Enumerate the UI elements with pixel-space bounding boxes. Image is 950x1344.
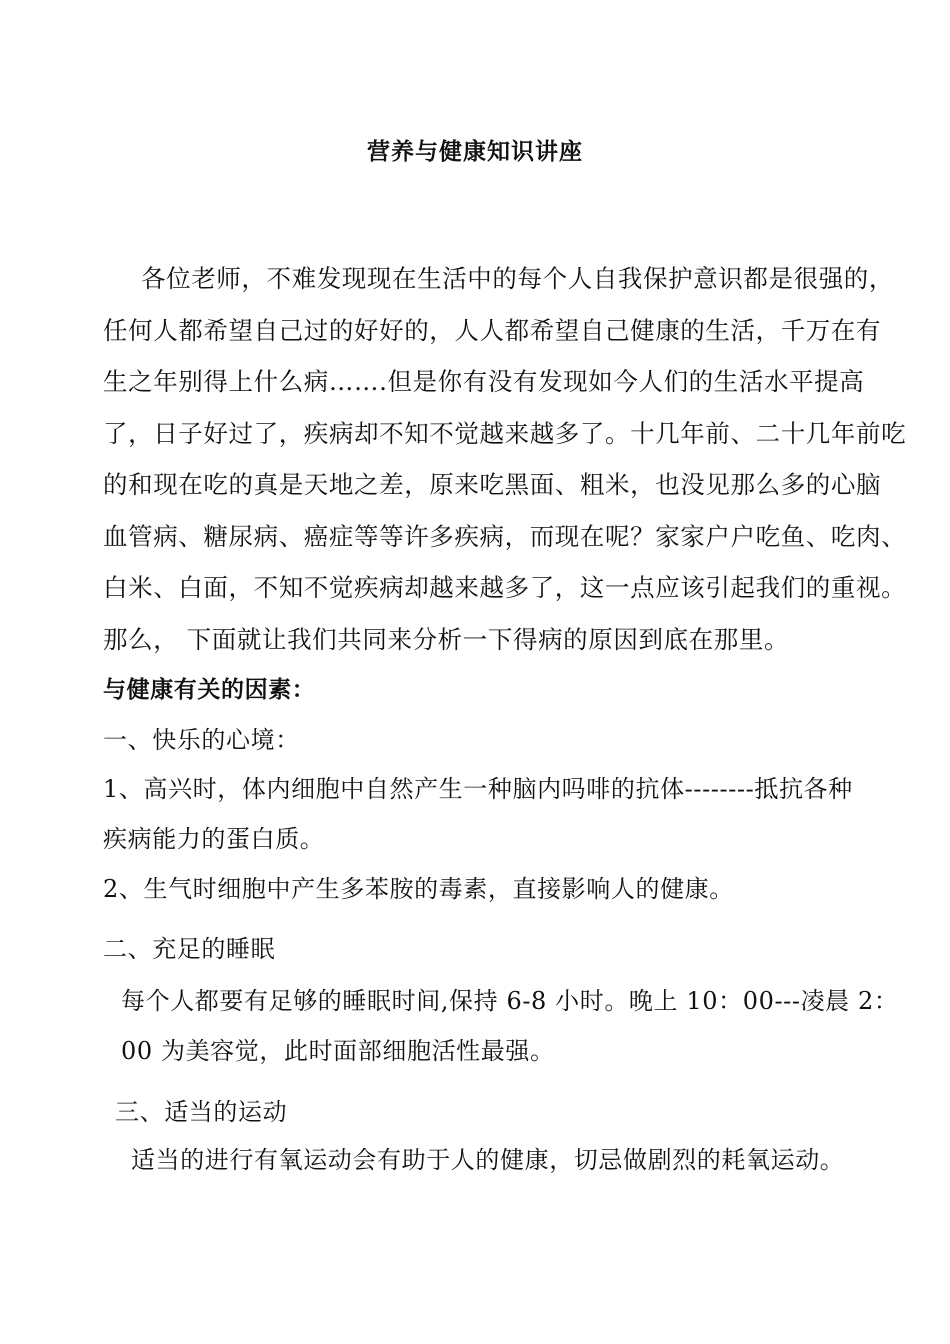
section-heading-sleep: 二、充足的睡眠 [103, 935, 276, 963]
mood-item-1-line-2: 疾病能力的蛋白质。 [103, 825, 325, 853]
exercise-text: 适当的进行有氧运动会有助于人的健康，切忌做剧烈的耗氧运动。 [131, 1146, 845, 1174]
intro-line: 白米、白面，不知不觉疾病却越来越多了，这一点应该引起我们的重视。 [103, 573, 907, 602]
mood-item-2: 2、生气时细胞中产生多苯胺的毒素，直接影响人的健康。 [103, 875, 734, 903]
mood-item-1-line-1: 1、高兴时，体内细胞中自然产生一种脑内吗啡的抗体--------抵抗各种 [103, 775, 853, 803]
intro-line: 的和现在吃的真是天地之差，原来吃黑面、粗米，也没见那么多的心脑 [103, 470, 882, 499]
intro-line: 各位老师，不难发现现在生活中的每个人自我保护意识都是很强的， [141, 264, 894, 293]
section-heading-mood: 一、快乐的心境： [103, 726, 300, 754]
intro-line: 生之年别得上什么病…….但是你有没有发现如今人们的生活水平提高 [103, 367, 865, 396]
sleep-text-line-1: 每个人都要有足够的睡眠时间,保持 6-8 小时。晚上 10：00---凌晨 2： [121, 987, 899, 1015]
intro-line: 了，日子好过了，疾病却不知不觉越来越多了。十几年前、二十几年前吃 [103, 418, 907, 448]
sleep-text-line-2: 00 为美容觉，此时面部细胞活性最强。 [121, 1037, 555, 1065]
intro-line: 血管病、糖尿病、癌症等等许多疾病，而现在呢？家家户户吃鱼、吃肉、 [103, 521, 907, 551]
intro-line: 那么， 下面就让我们共同来分析一下得病的原因到底在那里。 [103, 624, 790, 654]
intro-line: 任何人都希望自己过的好好的，人人都希望自己健康的生活，千万在有 [103, 315, 882, 345]
document-title: 营养与健康知识讲座 [367, 139, 583, 165]
factors-heading: 与健康有关的因素： [103, 677, 316, 703]
section-heading-exercise: 三、适当的运动 [115, 1098, 288, 1126]
intro-paragraph [103, 253, 907, 665]
